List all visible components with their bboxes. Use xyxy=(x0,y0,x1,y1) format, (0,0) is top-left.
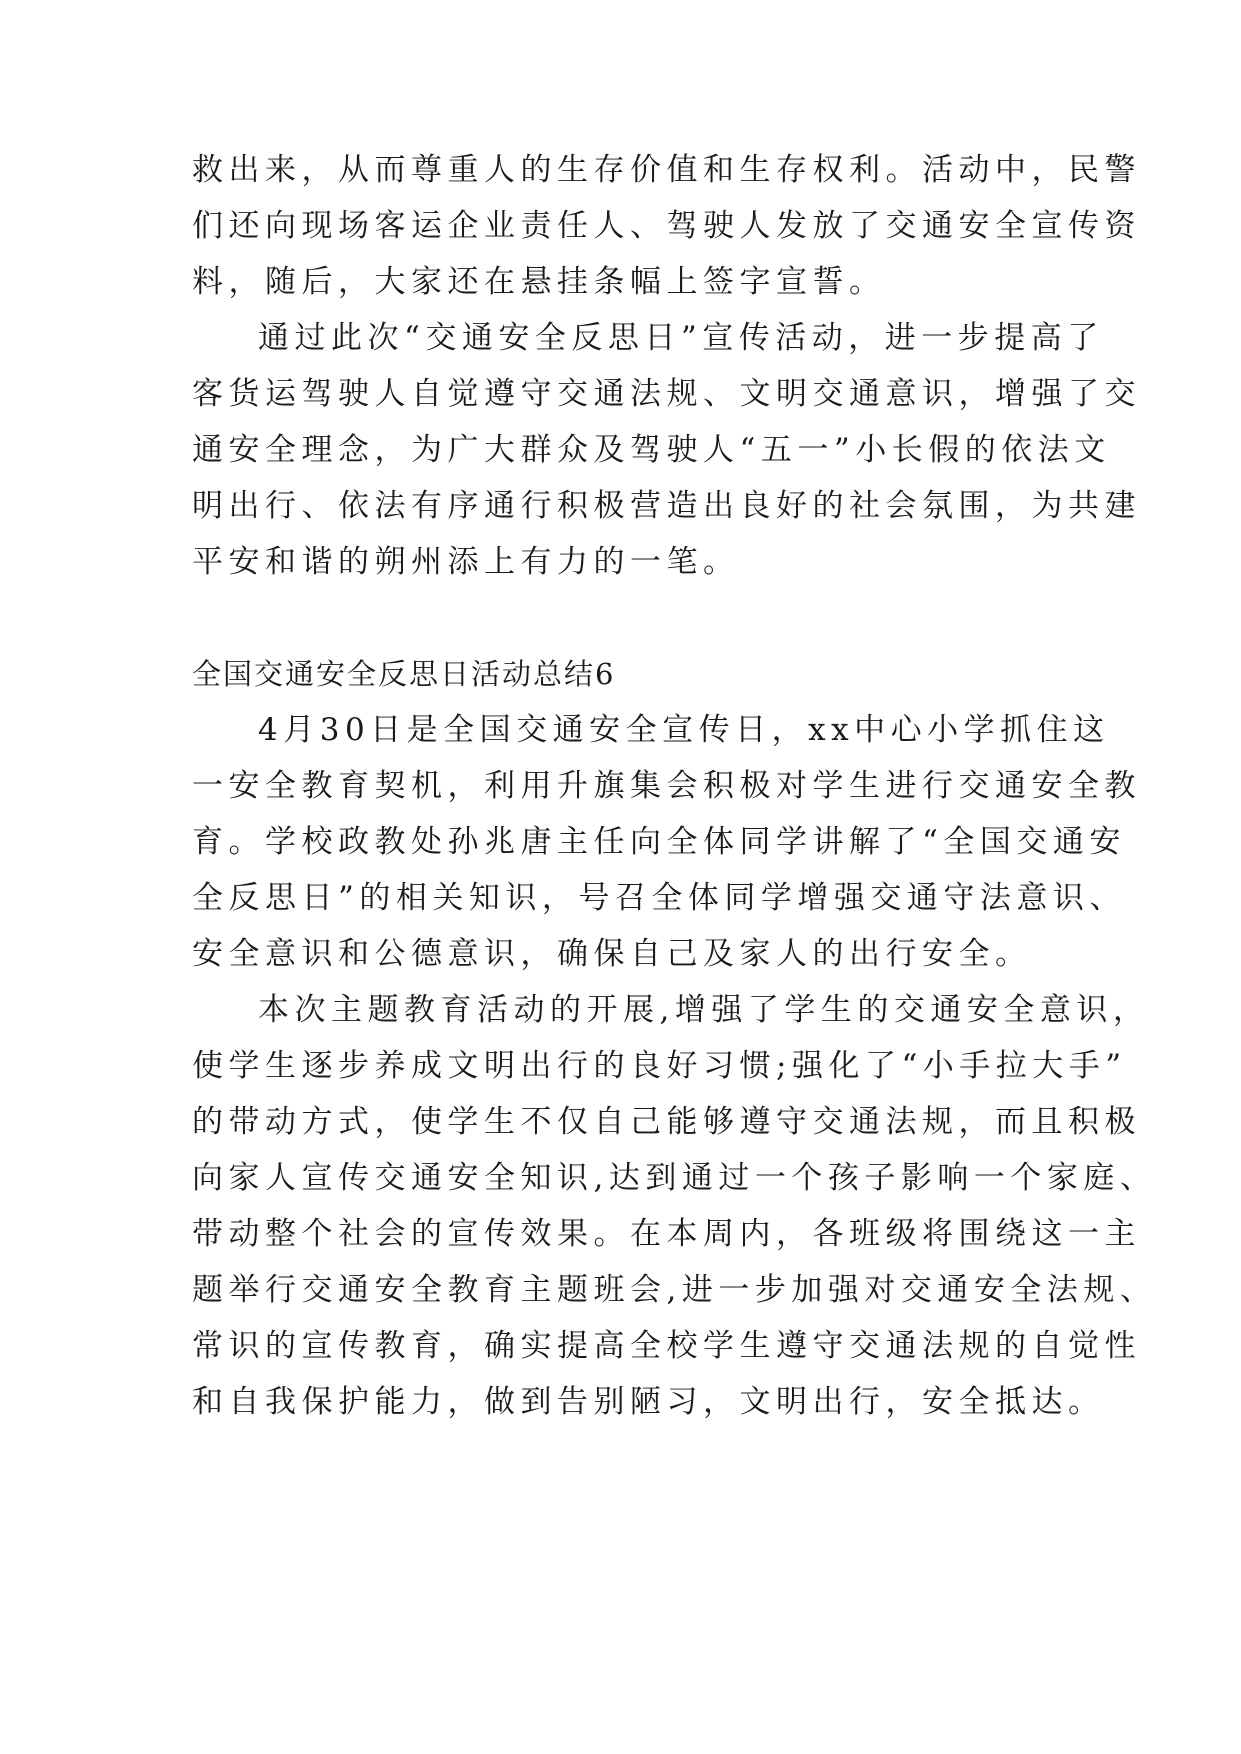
paragraph-line: 带动整个社会的宣传效果。在本周内，各班级将围绕这一主 xyxy=(192,1216,1141,1252)
paragraph-line: 4月30日是全国交通安全宣传日，xx中心小学抓住这 xyxy=(258,712,1110,748)
paragraph-line: 平安和谐的朔州添上有力的一笔。 xyxy=(192,544,740,580)
paragraph-line: 通过此次“交通安全反思日”宣传活动，进一步提高了 xyxy=(258,320,1104,356)
paragraph-line: 向家人宣传交通安全知识,达到通过一个孩子影响一个家庭、 xyxy=(192,1160,1157,1196)
paragraph-line: 料，随后，大家还在悬挂条幅上签字宣誓。 xyxy=(192,264,886,300)
paragraph-line: 题举行交通安全教育主题班会,进一步加强对交通安全法规、 xyxy=(192,1272,1157,1308)
paragraph-line: 们还向现场客运企业责任人、驾驶人发放了交通安全宣传资 xyxy=(192,208,1141,244)
paragraph-line: 常识的宣传教育，确实提高全校学生遵守交通法规的自觉性 xyxy=(192,1328,1141,1364)
paragraph-line: 全反思日”的相关知识，号召全体同学增强交通守法意识、 xyxy=(192,880,1126,916)
paragraph-line: 救出来，从而尊重人的生存价值和生存权利。活动中，民警 xyxy=(192,152,1141,188)
section-heading: 全国交通安全反思日活动总结6 xyxy=(192,657,616,691)
paragraph-line: 的带动方式，使学生不仅自己能够遵守交通法规，而且积极 xyxy=(192,1104,1141,1140)
paragraph-line: 一安全教育契机，利用升旗集会积极对学生进行交通安全教 xyxy=(192,768,1141,804)
paragraph-line: 明出行、依法有序通行积极营造出良好的社会氛围，为共建 xyxy=(192,488,1141,524)
paragraph-line: 和自我保护能力，做到告别陋习，文明出行，安全抵达。 xyxy=(192,1384,1105,1420)
paragraph-line: 安全意识和公德意识，确保自己及家人的出行安全。 xyxy=(192,936,1032,972)
paragraph-line: 本次主题教育活动的开展,增强了学生的交通安全意识， xyxy=(258,992,1150,1028)
paragraph-line: 使学生逐步养成文明出行的良好习惯;强化了“小手拉大手” xyxy=(192,1048,1127,1084)
paragraph-line: 育。学校政教处孙兆唐主任向全体同学讲解了“全国交通安 xyxy=(192,824,1126,860)
paragraph-line: 客货运驾驶人自觉遵守交通法规、文明交通意识，增强了交 xyxy=(192,376,1141,412)
paragraph-line: 通安全理念，为广大群众及驾驶人“五一”小长假的依法文 xyxy=(192,432,1111,468)
